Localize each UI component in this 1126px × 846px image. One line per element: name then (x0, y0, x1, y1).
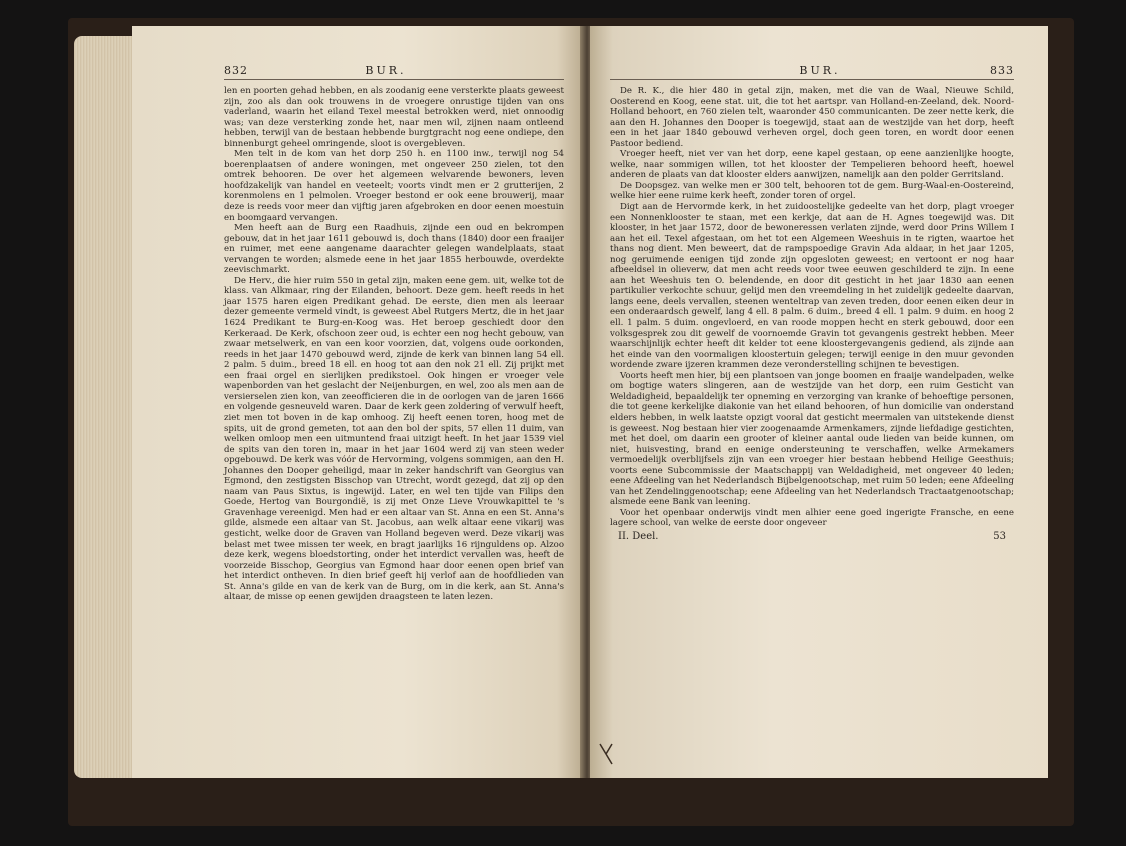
paragraph: Voorts heeft men hier, bij een plantsoen van jonge boomen en fraaije wandelpaden, welke om bogtige waters slingeren, aan de westzijde van het dorp, een ruim Gesticht van Weldadigheid, bepaaldelijk ter opneming en verzorging van kranke of behoeftige personen, die tot geene kerkelijke diakonie van het eiland behooren, of hun domicilie van onderstand elders hebben, in welk laatste opzigt vooral dat gesticht meermalen van uitstekende dienst is geweest. Nog bestaan hier vier zoogenaamde Armenkamers, zijnde liefdadige gestichten, met het doel, om daarin een grooter of kleiner aantal oude lieden van beide kunnen, om niet, huisvesting, brand en eenige ondersteuning te verschaffen, welke Armekamers vermoedelijk overblijfsels zijn van een vroeger hier bestaan hebbend Heilige Geesthuis; voorts eene Subcommissie der Maatschappij van Weldadigheid, met ongeveer 40 leden; eene Afdeeling van het Nederlandsch Bijbelgenootschap, met ruim 50 leden; eene Afdeeling van het Zendelinggenootschap; eene Afdeeling van het Nederlandsch Tractaatgenootschap; alsmede eene Bank van leening. (610, 370, 1014, 508)
left-page (132, 26, 584, 778)
right-page-number: 833 (989, 64, 1014, 77)
paragraph: Voor het openbaar onderwijs vindt men alhier eene goed ingerigte Fransche, en eene lagere school, van welke de eerste door ongeveer (610, 507, 1014, 529)
page-mark-icon (598, 742, 614, 766)
paragraph: Men heeft aan de Burg een Raadhuis, zijnde een oud en bekrompen gebouw, dat in het jaar 1611 gebouwd is, doch thans (1840) door een fraaijer en ruimer, met eene aangename daarachter gelegen wandelplaats, staat vervangen te worden; alsmede eene in het jaar 1855 herbouwde, overdekte zeevischmarkt. (224, 223, 564, 276)
right-running-head (610, 64, 1014, 80)
page-edges (74, 36, 138, 778)
signature-number: 53 (993, 530, 1006, 542)
right-running-title: BUR. (799, 64, 841, 77)
left-running-title: BUR. (365, 64, 407, 77)
paragraph: De Herv., die hier ruim 550 in getal zijn, maken eene gem. uit, welke tot de klass. van Alkmaar, ring der Eilanden, behoort. Deze gem. heeft reeds in het jaar 1575 haren eigen Predikant gehad. De eerste, dien men als leeraar dezer gemeente vermeld vindt, is geweest Abel Rutgers Mertz, die in het jaar 1624 Predikant te Burg-en-Koog was. Het beroep geschiedt door den Kerkeraad. De Kerk, ofschoon zeer oud, is echter een nog hecht gebouw, van zwaar metselwerk, en van een koor voorzien, dat, volgens oude oorkonden, reeds in het jaar 1470 gebouwd werd, zijnde de kerk van binnen lang 54 ell. 2 palm. 5 duim., breed 18 ell. en hoog tot aan den nok 21 ell. Zij prijkt met een fraai orgel en sierlijken predikstoel. Ook hingen er vroeger vele wapenborden van het geslacht der Neijenburgen, en wel, zoo als men aan de versierselen zien kon, van zeeofficieren die in de oorlogen van de jaren 1666 en volgende gesneuveld waren. Daar de kerk geen zoldering of verwulf heeft, ziet men tot boven in de kap omhoog. Zij heeft eenen toren, hoog met de spits, uit de grond gemeten, tot aan den bol der spits, 57 ellen 11 duim, van welken omloop men een uitmuntend fraai uitzigt heeft. In het jaar 1539 viel de spits van den toren in, maar in het jaar 1604 werd zij van steen weder opgebouwd. De kerk was vóór de Hervorming, volgens sommigen, aan den H. Johannes den Dooper geheiligd, maar in zeker handschrift van Georgius van Egmond, den zestigsten Bisschop van Utrecht, wordt gezegd, dat zij op den naam van Paus Sixtus, is ingewijd. Later, en wel ten tijde van Filips den Goede, Hertog van Bourgondië, is zij met Onze Lieve Vrouwkapittel te 's Gravenhage vereenigd. Men had er een altaar van St. Anna en een St. Anna's gilde, alsmede een altaar van St. Jacobus, aan welk altaar eene vikarij was gesticht, welke door de Graven van Holland begeven werd. Deze vikarij was belast met twee missen ter week, en bragt jaarlijks 16 rijnguldens op. Alzoo deze kerk, wegens bloedstorting, onder het interdict vervallen was, heeft de voorzeide Bisschop, Georgius van Egmond haar door eenen open brief van het interdict ontheven. In dien brief geeft hij verlof aan de hoofdlieden van St. Anna's gilde en van de kerk van de Burg, om in die kerk, aan St. Anna's altaar, de misse op eenen gewijden draagsteen te laten lezen. (224, 275, 564, 603)
left-page-number: 832 (224, 64, 248, 77)
paragraph: De R. K., die hier 480 in getal zijn, maken, met die van de Waal, Nieuwe Schild, Oosterend en Koog, eene stat. uit, die tot het aartspr. van Holland-en-Zeeland, dek. Noord-Holland behoort, en 760 zielen telt, waaronder 450 communicanten. De zeer nette kerk, die aan den H. Johannes den Dooper is toegewijd, staat aan de westzijde van het dorp, heeft een in het jaar 1840 gebouwd verheven orgel, doch geen toren, en wordt door eenen Pastoor bediend. (610, 86, 1014, 149)
paragraph: Vroeger heeft, niet ver van het dorp, eene kapel gestaan, op eene aanzienlijke hoogte, welke, naar sommigen willen, tot het klooster der Tempelieren behoord heeft, hoewel anderen de plaats van dat klooster elders aanwijzen, namelijk aan den polder Gerritsland. (610, 149, 1014, 181)
left-running-head (224, 64, 564, 80)
left-body-text (224, 86, 564, 603)
volume-signature: II. Deel. (618, 530, 659, 542)
right-page (590, 26, 1048, 778)
paragraph: Digt aan de Hervormde kerk, in het zuidoostelijke gedeelte van het dorp, plagt vroeger een Nonnenklooster te staan, met een kerkje, dat aan de H. Agnes toegewijd was. Dit klooster, in het jaar 1572, door de bewoneressen verlaten zijnde, werd door Prins Willem I aan het eil. Texel afgestaan, om het tot een Algemeen Weeshuis in te rigten, waartoe het thans nog dient. Men beweert, dat de rampspoedige Gravin Ada aldaar, in het jaar 1205, nog geruimende eenigen tijd zonde zijn opgesloten geweest; en vertoont er nog haar afbeeldsel in olieverw, dat men acht reeds voor twee eeuwen geschilderd te zijn. In eene aan het Weeshuis ten O. belendende, en door dit gesticht in het jaar 1830 aan eenen partikulier verkochte schuur, gelijd men den vreemdeling in het zuidelijk gedeelte daarvan, langs eene, deels vervallen, steenen wenteltrap van zeven treden, door eenen eiken deur in een onderaardsch gewelf, lang 4 ell. 8 palm. 6 duim., breed 4 ell. 1 palm. 9 duim. en hoog 2 ell. 1 palm. 5 duim. ongevloerd, en van roode moppen hecht en sterk gebouwd, door een volksgesprek zou dit gewelf de voornoemde Gravin tot gevangenis gestrekt hebben. Meer waarschijnlijk echter heeft dit kelder tot eene kloostergevangenis gediend, als zijnde aan het einde van den voormaligen kloostertuin gelegen; terwijl eenige in den muur gevonden wordende zware ijzeren krammen deze veronderstelling schijnen te bevestigen. (610, 202, 1014, 371)
right-page-footer (610, 531, 1014, 542)
right-body-text (610, 86, 1014, 529)
paragraph: De Doopsgez. van welke men er 300 telt, behooren tot de gem. Burg-Waal-en-Oostereind, welke hier eene ruime kerk heeft, zonder toren of orgel. (610, 180, 1014, 202)
paragraph: len en poorten gehad hebben, en als zoodanig eene versterkte plaats geweest zijn, zoo als dan ook trouwens in de vroegere onrustige tijden van ons vaderland, waarin het eiland Texel meestal betrokken werd, niet onnoodig was; van deze versterking zonde het, naar men wil, zijnen naam ontleend hebben, terwijl van de bestaan hebbende burgtgracht nog eene ondiepe, den binnenburgt geheel omringende, sloot is overgebleven. (224, 86, 564, 149)
paragraph: Men telt in de kom van het dorp 250 h. en 1100 inw., terwijl nog 54 boerenplaatsen of andere woningen, met ongeveer 250 zielen, tot den omtrek behooren. De over het algemeen welvarende bewoners, leven hoofdzakelijk van handel en veeteelt; voorts vindt men er 2 grutterijen, 2 korenmolens en 1 pelmolen. Vroeger bestond er ook eene brouwerij, maar deze is reeds voor meer dan vijftig jaren afgebroken en door eenen moestuin en boomgaard vervangen. (224, 149, 564, 223)
